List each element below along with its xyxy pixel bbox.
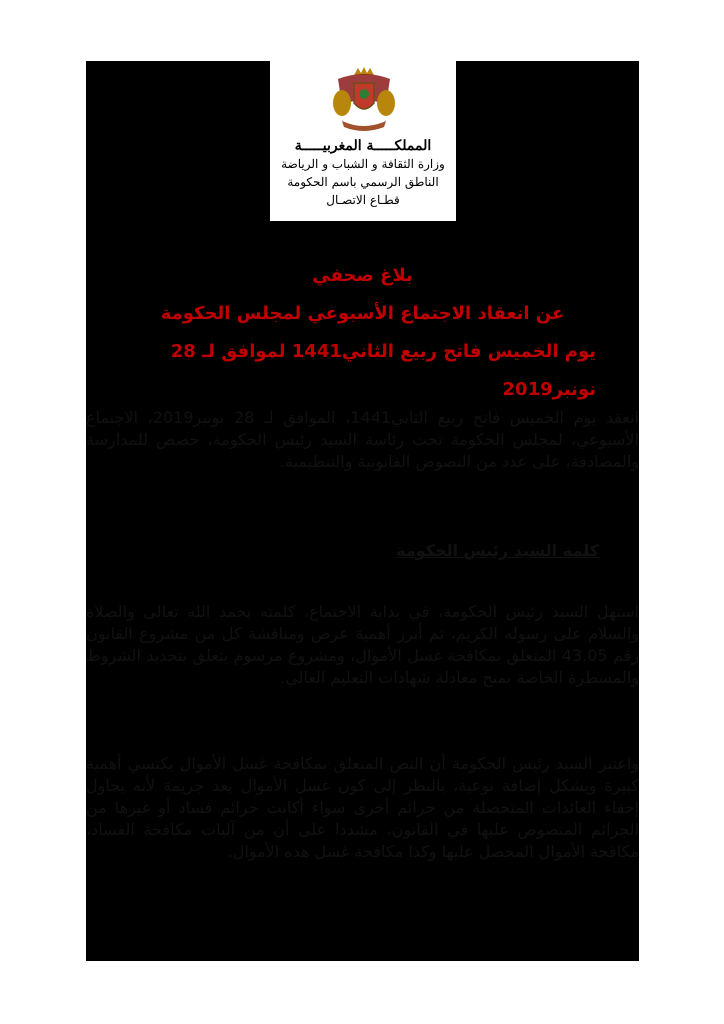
intro-paragraph: انعقد يوم الخميس فاتح ربيع الثاني1441، الموافق لـ 28 نونبر2019، الاجتماع الأسبوعي، لمجلس الحكومة تحت رئاسة السيد رئيس الحكومة، خصص للمدارسة والمصادقة، على عدد من النصوص القانونية والتنظيمية. bbox=[86, 408, 639, 471]
letterhead-ministry: وزارة الثقافة و الشباب و الرياضة bbox=[281, 157, 445, 171]
letterhead-spokesperson: الناطق الرسمي باسم الحكومة bbox=[287, 175, 439, 189]
document-page bbox=[86, 61, 639, 961]
speech-paragraph: استهل السيد رئيس الحكومة، في بداية الاجتماع، كلمته بحمد الله تعالى والصلاة والسلام على رسوله الكريم، ثم أبرز أهمية عرض ومناقشة كل من مشروع القانون رقم 43.05 المتعلق بمكافحة غسل الأموال، ومشروع مرسوم يتعلق بتحديد الشروط والمسطرة الخاصة بمنح معادلة شهادات التعليم العالي. bbox=[86, 602, 639, 687]
title-line-3: يوم الخميس فاتح ربيع الثاني1441 لموافق لـ 28 نونبر2019 bbox=[170, 341, 596, 400]
press-release-title bbox=[86, 257, 639, 409]
section-heading: كلمة السيد رئيس الحكومة bbox=[396, 541, 599, 560]
title-line-2: عن انعقاد الاجتماع الأسبوعي لمجلس الحكومة bbox=[160, 303, 565, 324]
consideration-paragraph: واعتبر السيد رئيس الحكومة أن النص المتعلق بمكافحة غسل الأموال يكتسي أهمية كبيرة ويشكل إضافة نوعية، بالنظر إلى كون غسل الأموال يعد جريمة لأنه يحاول إخفاء العائدات المتحصلة من جرائم أخرى سواء أكانت جرائم فساد أو غيرها من الجرائم المنصوص عليها في القانون، مشددا على أن من آليات مكافحة الفساد، مكافحة الأموال المحصل عليها وكذا مكافحة غسل هذه الأموال. bbox=[86, 754, 639, 861]
title-line-1: بلاغ صحفي bbox=[312, 265, 413, 286]
coat-of-arms-emblem bbox=[328, 65, 400, 135]
letterhead-kingdom: المملكـــــة المغربيـــــة bbox=[294, 138, 432, 154]
letterhead bbox=[270, 61, 456, 221]
letterhead-sector: قطـاع الاتصـال bbox=[326, 193, 400, 207]
